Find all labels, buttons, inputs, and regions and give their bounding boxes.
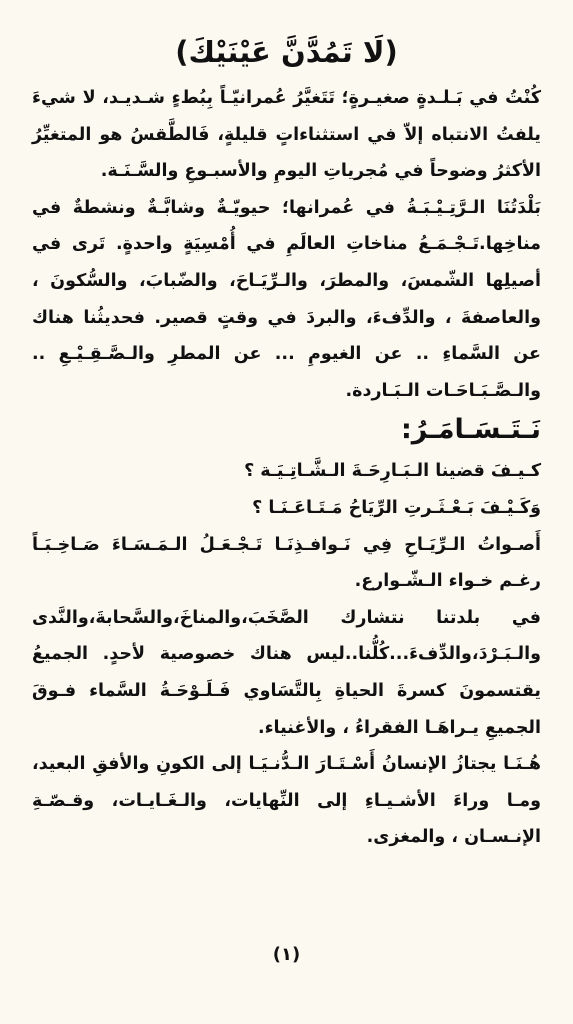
paragraph-5: هُـنَـا يجتازُ الإنسانُ أَسْـتَـارَ الـدُّنـيَـا إلى الكونِ والأفقِ البعيد، ومـا وراءَ الأشـيـاءِ إلى النِّهايات، والـغَـايـات، وقـصّـةِ الإنـسـان ، والمغزى. <box>32 754 541 848</box>
page-number: (١) <box>272 944 301 965</box>
paragraph-4: في بلدتنا نتشارك الصَّخَبَ،والمناخَ،والسَّحابةَ،والنَّدى والـبَـرْدَ،والدِّفءَ...كُلُّنا..ليس هناك خصوصية لأحدٍ. الجميعُ يقتسمونَ كسرةَ الحياةِ بِالتَّسَاوي فَـلَـوْحَـةُ السَّماء فـوقَ الجميعِ يـراهَـا الفقراءُ ، والأغنياء. <box>32 607 541 738</box>
question-1: كـيـفَ قضينا الـبَـارِحَـةَ الـشَّـاتِـيَـة ؟ <box>244 461 541 482</box>
paragraph-2: بَلْدَتُنَا الـرَّتِـيْـبَـةُ في عُمرانها؛ حيويّـةٌ وشابَّـةٌ ونشطةٌ في مناخِها.تَـجْـمَـعُ مناخاتِ العالَمِ في أُمْسِيَةٍ واحدةٍ. تَرى في أصيلِها الشّمسَ، والمطرَ، والـرِّيَـاحَ، والضّبابَ، والسُّكونَ ، والعاصفةَ ، والدِّفءَ، والبردَ في وقتٍ قصير. فحديثُنا هناك عن السَّماءِ .. عن الغيومِ ... عن المطرِ والـصَّـقِـيْـعِ .. والـصَّـبَـاحَـات الـبَـاردة. <box>32 197 541 401</box>
page-title: (لَا تَمُدَّنَّ عَيْنَيْكَ) <box>175 35 398 69</box>
paragraph-3: أَصـواتُ الـرِّيَـاحِ فِي نَـوافـذِنَـا تَـجْـعَـلُ الـمَـسَـاءَ صَـاخِـبَـاً رغـم خـواء الـشّـوارع. <box>32 534 541 592</box>
question-2: وَكَـيْـفَ بَـعْـثَـرتِ الرِّيَاحُ مَـتَـاعَـنَـا ؟ <box>252 497 541 518</box>
paragraph-1: كُنْتُ في بَـلـدةٍ صغيـرةٍ؛ تَتَغيَّرُ عُمرانيّـاً بِبُطءٍ شـديـد، لا شيءَ يلفتُ الانتباه إلاّ في استثناءاتٍ قليلةٍ، فَالطَّقسُ هو المتغيِّرُ الأكثرُ وضوحاً في مُجرياتِ اليومِ والأسبـوعِ والسَّـنَـة. <box>32 88 541 182</box>
section-heading: نَـتَـسَـامَـرُ: <box>401 414 541 446</box>
